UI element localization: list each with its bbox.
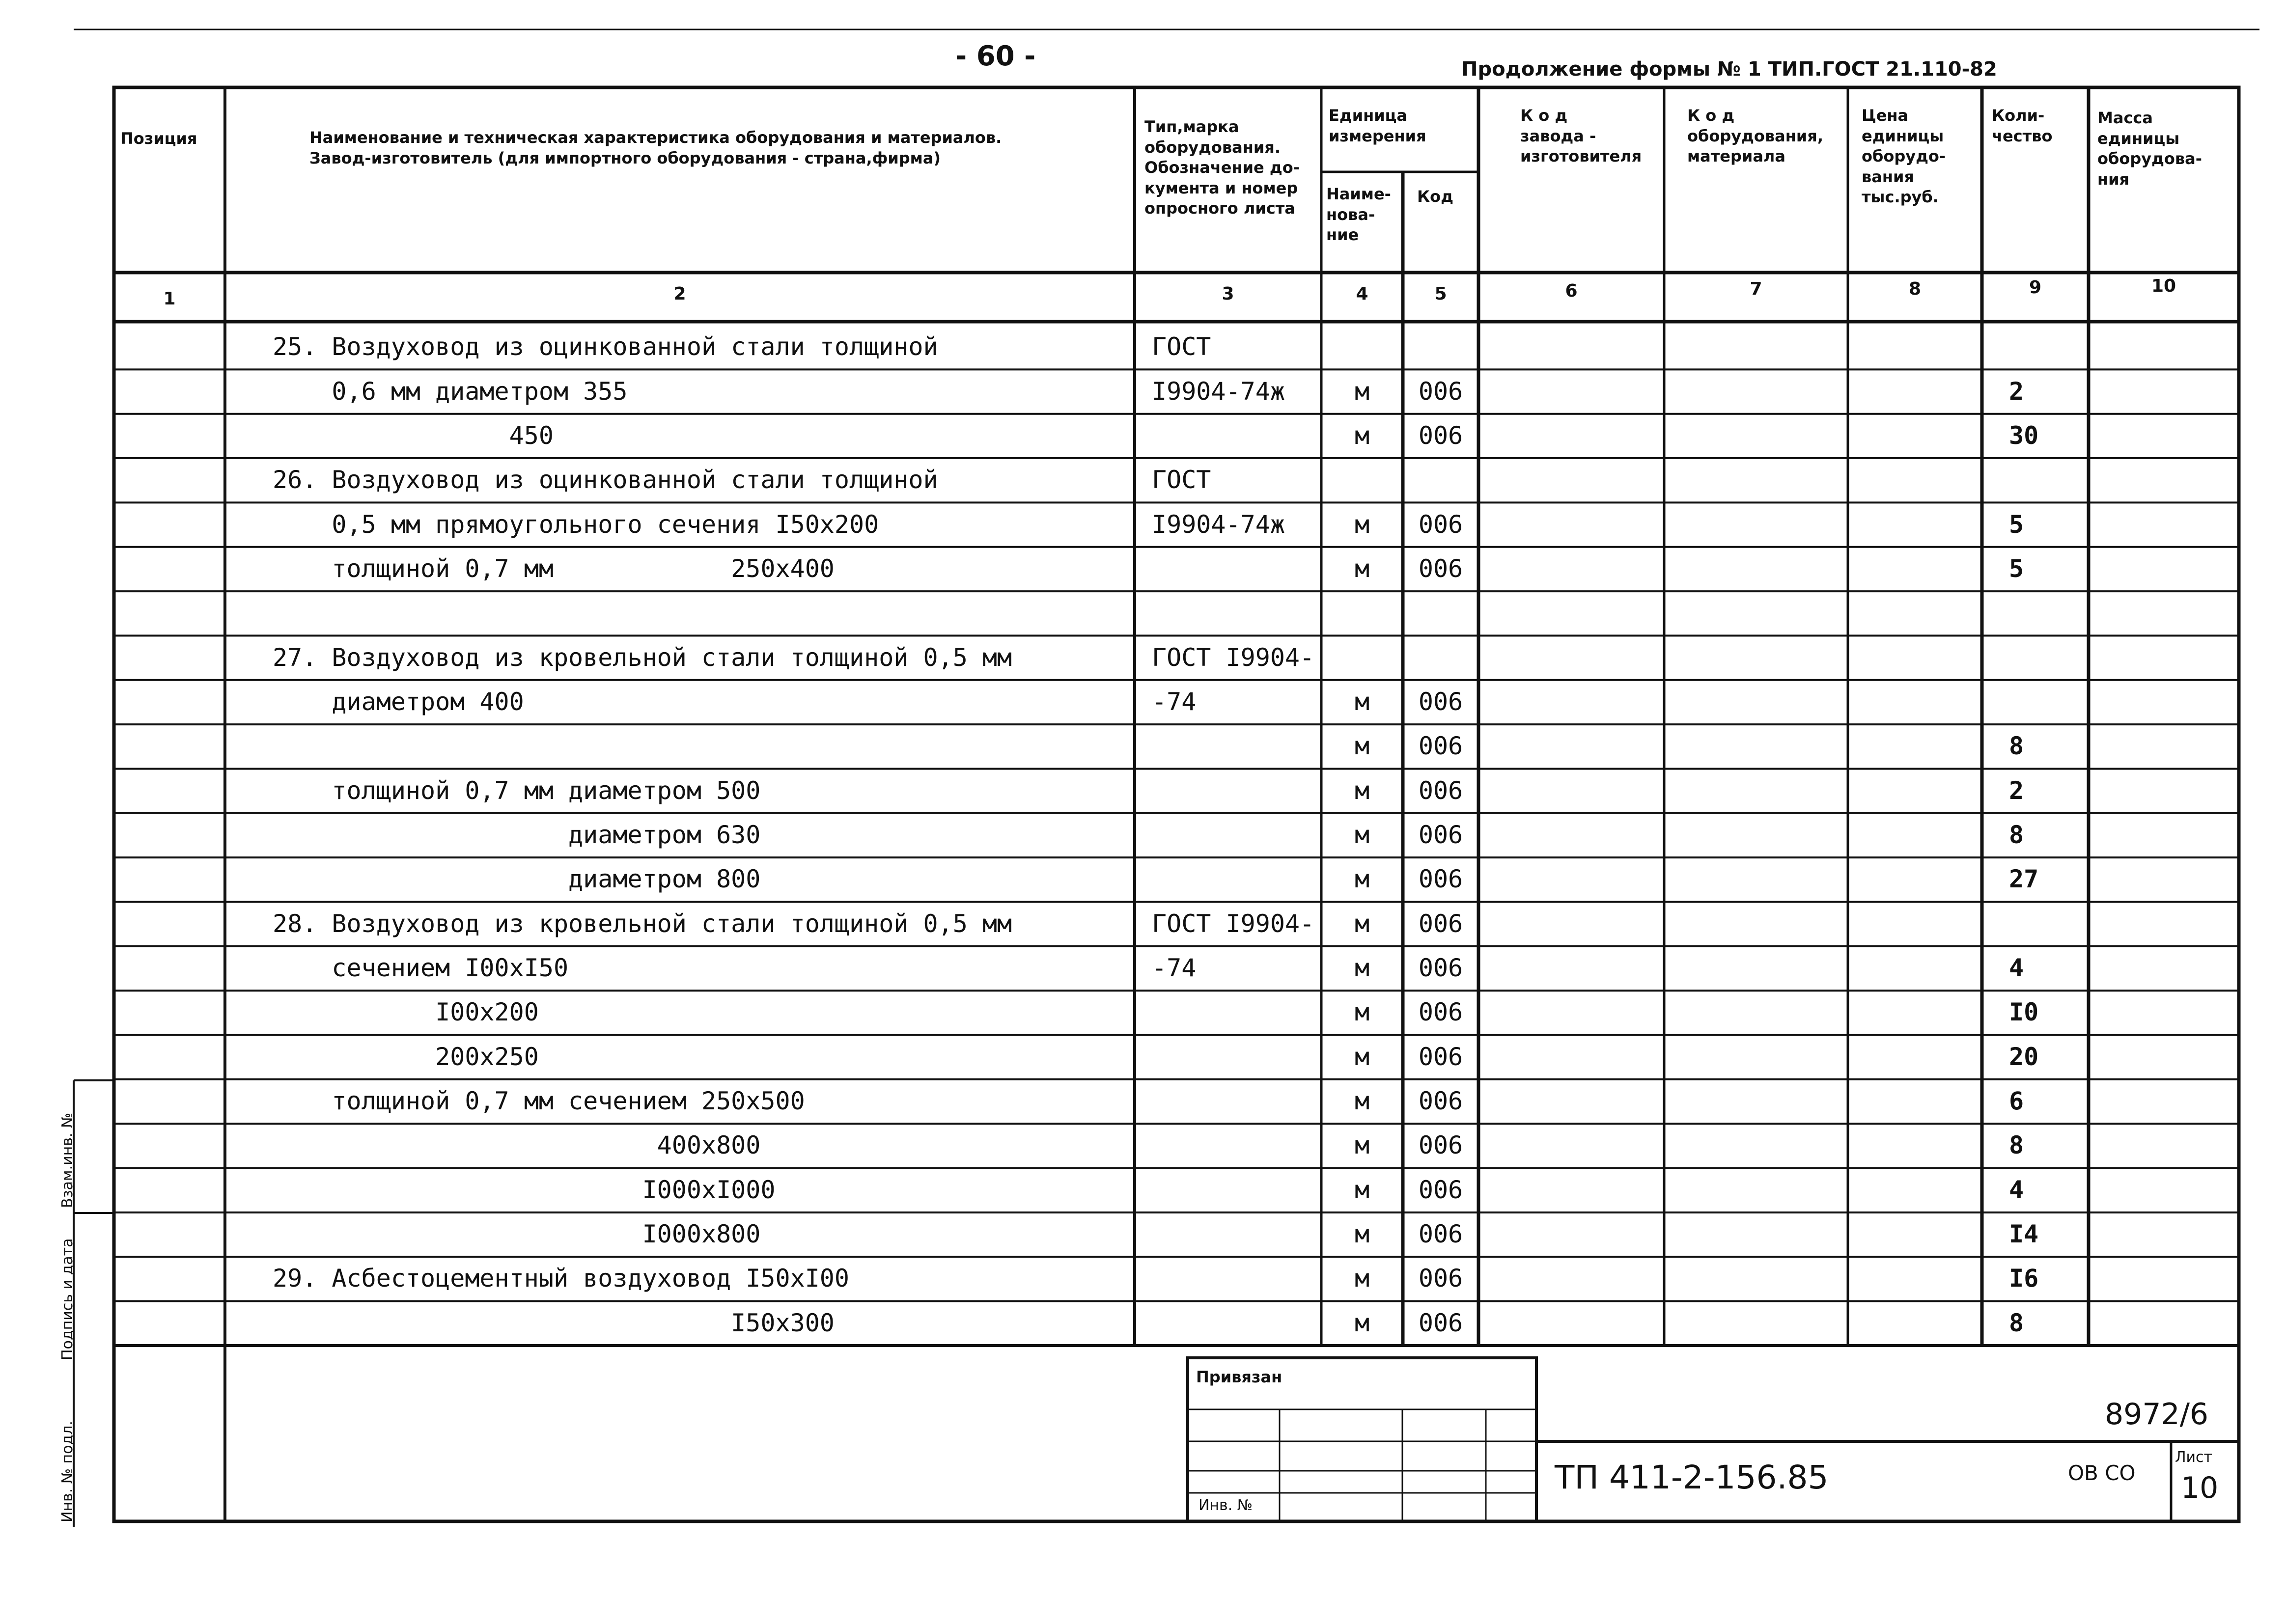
item-document: -74 (1152, 954, 1197, 983)
table-row (0, 458, 2286, 502)
stamp-sheet-mark: ОВ СО (2068, 1461, 2136, 1485)
item-unit: м (1354, 865, 1370, 894)
item-description: 200x250 (273, 1042, 539, 1071)
column-number: 6 (1565, 281, 1578, 301)
item-document: ГОСТ I9904- (1152, 643, 1315, 672)
item-quantity: 2 (2009, 776, 2024, 805)
item-unit-code: 006 (1418, 909, 1463, 938)
table-row (0, 1168, 2286, 1212)
table-row (0, 1079, 2286, 1124)
item-quantity: 5 (2009, 554, 2024, 583)
item-description: 0,6 мм диаметром 355 (273, 377, 628, 406)
item-unit: м (1354, 1087, 1370, 1116)
column-number: 10 (2151, 276, 2176, 296)
table-row (0, 369, 2286, 413)
item-unit-code: 006 (1418, 1220, 1463, 1249)
item-unit-code: 006 (1418, 687, 1463, 716)
table-row (0, 635, 2286, 680)
item-quantity: 20 (2009, 1042, 2039, 1071)
column-number: 2 (673, 284, 686, 304)
item-document: -74 (1152, 687, 1197, 716)
column-number: 8 (1908, 279, 1922, 299)
header-name: Наименование и техническая характеристика оборудования и материалов. Завод-изготовитель (для импортного оборудования - страна,фирма) (309, 128, 1002, 167)
column-number: 4 (1356, 284, 1368, 304)
item-unit: м (1354, 954, 1370, 983)
item-unit: м (1354, 687, 1370, 716)
item-unit-code: 006 (1418, 776, 1463, 805)
item-unit: м (1354, 1131, 1370, 1160)
item-unit: м (1354, 732, 1370, 761)
table-row (0, 502, 2286, 547)
header-unit-code: Код (1417, 187, 1453, 206)
item-description: I00x200 (273, 998, 539, 1027)
item-quantity: 27 (2009, 865, 2039, 894)
item-unit-code: 006 (1418, 1175, 1463, 1204)
header-equipment-code: К о д оборудования, материала (1687, 106, 1823, 166)
item-description: 29. Асбестоцементный воздуховод I50xI00 (273, 1264, 849, 1293)
item-quantity: 6 (2009, 1087, 2024, 1116)
item-quantity: 8 (2009, 732, 2024, 761)
header-unit-name: Наиме- нова- ние (1326, 185, 1391, 245)
table-row (0, 946, 2286, 991)
table-row (0, 1124, 2286, 1168)
item-document: ГОСТ (1152, 466, 1211, 495)
side-label-replaces-inv: Взам.инв. № (59, 1112, 76, 1208)
item-unit-code: 006 (1418, 1264, 1463, 1293)
item-unit: м (1354, 909, 1370, 938)
stamp-inv-no: Инв. № (1199, 1497, 1253, 1514)
table-row (0, 325, 2286, 369)
item-quantity: 4 (2009, 1175, 2024, 1204)
item-description: I000xI000 (273, 1175, 776, 1204)
item-description: I50x300 (273, 1308, 835, 1337)
item-description: 450 (273, 421, 554, 450)
table-row (0, 1257, 2286, 1301)
table-row (0, 991, 2286, 1035)
column-number: 3 (1222, 284, 1234, 304)
side-label-original-inv: Инв. № подл. (59, 1421, 76, 1522)
header-position: Позиция (120, 129, 197, 148)
table-row (0, 547, 2286, 591)
column-number: 1 (163, 289, 176, 309)
item-unit-code: 006 (1418, 1042, 1463, 1071)
table-row (0, 902, 2286, 946)
item-quantity: I6 (2009, 1264, 2039, 1293)
table-row (0, 1035, 2286, 1079)
column-number: 7 (1750, 279, 1762, 299)
item-description: 25. Воздуховод из оцинкованной стали толщиной (273, 332, 938, 361)
item-description: диаметром 630 (273, 820, 761, 849)
item-unit: м (1354, 377, 1370, 406)
item-description: 0,5 мм прямоугольного сечения I50x200 (273, 510, 879, 539)
stamp-sheet-label: Лист (2175, 1449, 2213, 1466)
header-type: Тип,марка оборудования. Обозначение до- кумента и номер опросного листа (1144, 117, 1300, 218)
item-unit-code: 006 (1418, 377, 1463, 406)
item-unit: м (1354, 1042, 1370, 1071)
table-row (0, 813, 2286, 857)
item-unit-code: 006 (1418, 510, 1463, 539)
item-quantity: 4 (2009, 954, 2024, 983)
item-quantity: 8 (2009, 1308, 2024, 1337)
item-unit-code: 006 (1418, 998, 1463, 1027)
item-unit: м (1354, 421, 1370, 450)
column-number: 5 (1434, 284, 1447, 304)
column-number: 9 (2029, 277, 2042, 298)
item-description: 400x800 (273, 1131, 761, 1160)
page-number: - 60 - (955, 40, 1036, 72)
header-plant-code: К о д завода - изготовителя (1520, 106, 1642, 166)
table-row (0, 857, 2286, 902)
item-document: I9904-74ж (1152, 510, 1285, 539)
item-description: сечением I00xI50 (273, 954, 569, 983)
header-mass: Масса единицы оборудова- ния (2097, 109, 2202, 189)
item-unit-code: 006 (1418, 820, 1463, 849)
item-unit: м (1354, 510, 1370, 539)
item-unit-code: 006 (1418, 1131, 1463, 1160)
item-unit: м (1354, 1175, 1370, 1204)
item-unit: м (1354, 776, 1370, 805)
stamp-privyazan: Привязан (1196, 1368, 1282, 1386)
item-description: 26. Воздуховод из оцинкованной стали толщиной (273, 466, 938, 495)
table-row (0, 1212, 2286, 1257)
item-unit-code: 006 (1418, 865, 1463, 894)
table-row (0, 680, 2286, 724)
item-unit-code: 006 (1418, 1087, 1463, 1116)
item-quantity: I4 (2009, 1220, 2039, 1249)
header-price: Цена единицы оборудо- вания тыс.руб. (1862, 106, 1946, 207)
item-quantity: 8 (2009, 1131, 2024, 1160)
table-row (0, 769, 2286, 813)
item-description: диаметром 800 (273, 865, 761, 894)
item-unit: м (1354, 998, 1370, 1027)
header-unit-group: Единица измерения (1329, 106, 1426, 145)
item-unit-code: 006 (1418, 954, 1463, 983)
item-description: 27. Воздуховод из кровельной стали толщиной 0,5 мм (273, 643, 1012, 672)
item-description: толщиной 0,7 мм 250x400 (273, 554, 835, 583)
item-description: I000x800 (273, 1220, 761, 1249)
item-quantity: 8 (2009, 820, 2024, 849)
side-label-signature-date: Подпись и дата (59, 1238, 76, 1360)
item-unit: м (1354, 554, 1370, 583)
item-quantity: I0 (2009, 998, 2039, 1027)
item-document: ГОСТ (1152, 332, 1211, 361)
item-unit-code: 006 (1418, 732, 1463, 761)
form-title: Продолжение формы № 1 ТИП.ГОСТ 21.110-82 (1461, 58, 1997, 81)
stamp-sheet-value: 10 (2181, 1471, 2219, 1505)
item-document: I9904-74ж (1152, 377, 1285, 406)
item-quantity: 5 (2009, 510, 2024, 539)
table-row (0, 724, 2286, 769)
table-row (0, 414, 2286, 458)
item-description: диаметром 400 (273, 687, 524, 716)
item-quantity: 30 (2009, 421, 2039, 450)
table-row (0, 1301, 2286, 1346)
item-description: 28. Воздуховод из кровельной стали толщиной 0,5 мм (273, 909, 1012, 938)
item-unit: м (1354, 1308, 1370, 1337)
item-unit-code: 006 (1418, 1308, 1463, 1337)
item-description: толщиной 0,7 мм диаметром 500 (273, 776, 761, 805)
item-quantity: 2 (2009, 377, 2024, 406)
item-unit: м (1354, 820, 1370, 849)
item-unit-code: 006 (1418, 554, 1463, 583)
table-row (0, 591, 2286, 635)
stamp-archive-number: 8972/6 (2105, 1397, 2209, 1431)
item-document: ГОСТ I9904- (1152, 909, 1315, 938)
item-unit-code: 006 (1418, 421, 1463, 450)
item-unit: м (1354, 1220, 1370, 1249)
header-quantity: Коли- чество (1992, 106, 2053, 145)
item-unit: м (1354, 1264, 1370, 1293)
stamp-document-number: ТП 411-2-156.85 (1555, 1459, 1829, 1496)
item-description: толщиной 0,7 мм сечением 250x500 (273, 1087, 805, 1116)
